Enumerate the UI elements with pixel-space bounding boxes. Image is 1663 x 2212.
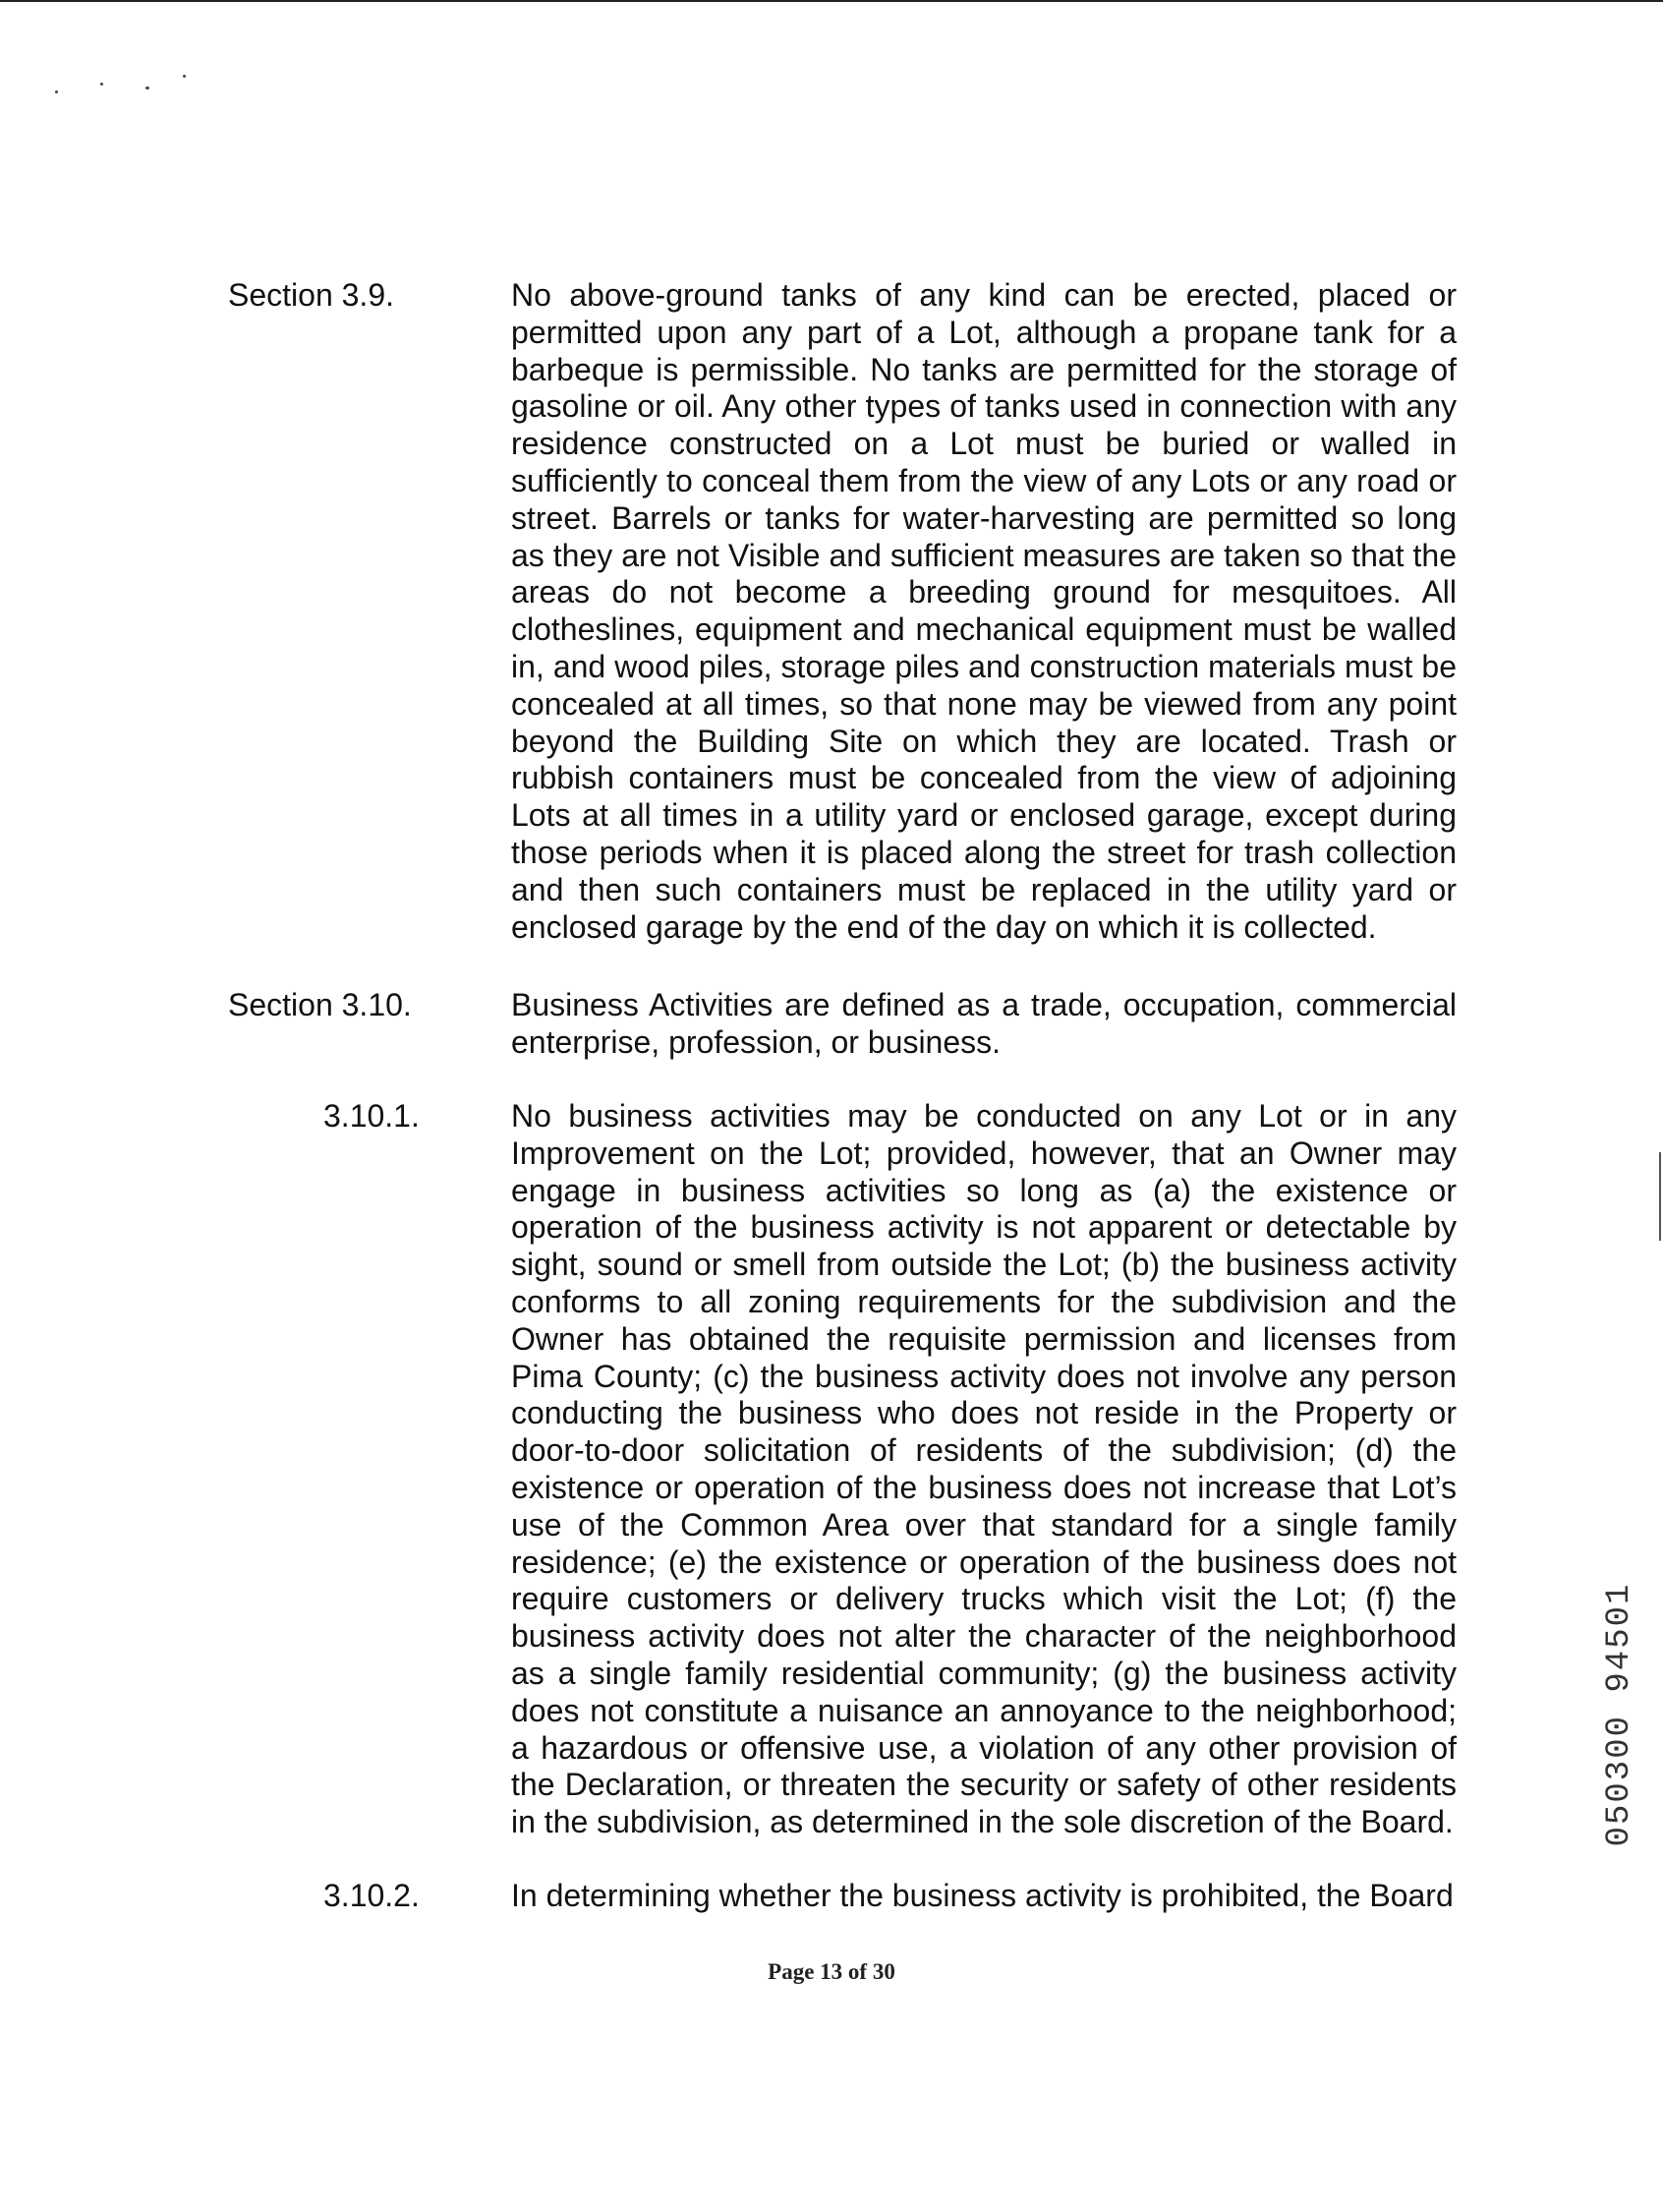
subsection-label: 3.10.2. [323,1878,420,1913]
top-rule [0,0,1663,2]
subsection-label: 3.10.1. [323,1098,420,1134]
page-number: Page 13 of 30 [768,1959,895,1984]
side-stamp [1600,1582,1639,1847]
subsection-text: No business activities may be conducted on any Lot or in any Improvement on the Lot; provided, however, that an Owner may engage in business activities so long as (a) the existence or operation of the business activity is not apparent or detectable by sight, sound or smell from outside the Lot; (b) the business activity conforms to all zoning requirements for the subdivision and the Owner has obtained the requisite permission and licenses from Pima County; (c) the business activity does not involve any person conducting the business who does not reside in the Property or door-to-door solicitation of residents of the subdivision; (d) the existence or operation of the business does not increase that Lot’s use of the Common Area over that standard for a single family residence; (e) the existence or operation of the business does not require customers or delivery trucks which visit the Lot; (f) the business activity does not alter the character of the neighborhood as a single family residential community; (g) the business activity does not constitute a nuisance an annoyance to the neighborhood; a hazardous or offensive use, a violation of any other provision of the Declaration, or threaten the security or safety of other residents in the subdivision, as determined in the sole discretion of the Board. [511,1098,1457,1840]
section-label: Section 3.10. [228,987,412,1022]
section-text: Business Activities are defined as a trade, occupation, commercial enterprise, profession, or business. [511,987,1457,1060]
section-label: Section 3.9. [228,277,394,313]
margin-mark [1659,1152,1661,1241]
side-stamp-text: 050300 94501 [1601,1582,1638,1847]
scan-specks [51,71,199,100]
section-text: No above-ground tanks of any kind can be erected, placed or permitted upon any part of a Lot, although a propane tank for a barbeque is permissible. No tanks are permitted for the storage of gasoline or oil. Any other types of tanks used in connection with any residence constructed on a Lot must be buried or walled in sufficiently to conceal them from the view of any Lots or any road or street. Barrels or tanks for water-harvesting are permitted so long as they are not Visible and sufficient measures are taken so that the areas do not become a breeding ground for mesquitoes. All clotheslines, equipment and mechanical equipment must be walled in, and wood piles, storage piles and construction materials must be concealed at all times, so that none may be viewed from any point beyond the Building Site on which they are located. Trash or rubbish containers must be concealed from the view of adjoining Lots at all times in a utility yard or enclosed garage, except during those periods when it is placed along the street for trash collection and then such containers must be replaced in the utility yard or enclosed garage by the end of the day on which it is collected. [511,277,1457,945]
subsection-text: In determining whether the business activity is prohibited, the Board [511,1878,1454,1913]
